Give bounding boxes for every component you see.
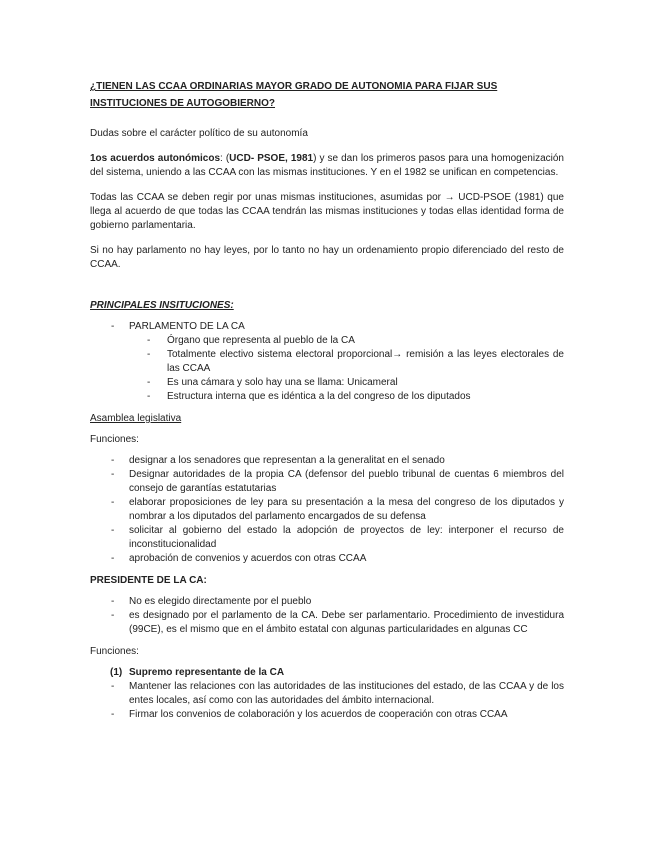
paragraph-acuerdos (90, 152, 564, 180)
list-item (90, 320, 564, 404)
list-item: - elaborar proposiciones de ley para su presentación a la mesa del congreso de los diputados y nombrar a los diputados del parlamento encargados de su defensa (90, 496, 564, 524)
asamblea-heading: Asamblea legislativa (90, 413, 182, 424)
list-item: - Estructura interna que es idéntica a la del congreso de los diputados (90, 390, 564, 404)
numbered-label: Supremo representante de la CA (129, 667, 285, 678)
section-title: PRINCIPALES INSITUCIONES: (90, 300, 234, 311)
parlamento-label: PARLAMENTO DE LA CA (129, 321, 245, 332)
paragraph-parlamento: Si no hay parlamento no hay leyes, por lo tanto no hay un ordenamiento propio diferenciado del resto de CCAA. (90, 245, 564, 270)
list-item: - Es una cámara y solo hay una se llama: Unicameral (90, 376, 564, 390)
acuerdos-bold-lead: 1os acuerdos autonómicos (90, 153, 221, 164)
list-item: - Firmar los convenios de colaboración y los acuerdos de cooperación con otras CCAA (90, 708, 564, 722)
list-item: - Designar autoridades de la propia CA (defensor del pueblo tribunal de cuentas 6 miembros del consejo de garantías estatutarias (90, 468, 564, 496)
asamblea-funciones-label: Funciones: (90, 434, 139, 445)
parlamento-list (90, 320, 564, 404)
document-page (90, 78, 564, 722)
document-title: ¿TIENEN LAS CCAA ORDINARIAS MAYOR GRADO DE AUTONOMIA PARA FIJAR SUS INSTITUCIONES DE AUTOGOBIERNO? (90, 81, 498, 109)
list-item: - es designado por el parlamento de la CA. Debe ser parlamentario. Procedimiento de investidura (99CE), es el mismo que en el ámbito estatal con algunas particularidades en algunas CC (90, 609, 564, 637)
numbered-heading (90, 666, 564, 680)
list-item: - designar a los senadores que representan a la generalitat en el senado (90, 454, 564, 468)
numbered-index: (1) (110, 667, 123, 678)
acuerdos-sep: : ( (220, 153, 230, 164)
presidente-funciones-label: Funciones: (90, 646, 139, 657)
presidente-heading: PRESIDENTE DE LA CA: (90, 575, 207, 586)
list-item: - solicitar al gobierno del estado la adopción de proyectos de ley: interponer el recurso de inconstitucionalidad (90, 524, 564, 552)
intro-text: Dudas sobre el carácter político de su autonomía (90, 128, 308, 139)
acuerdos-bold-ref: UCD- PSOE, 1981 (229, 153, 314, 164)
list-item: - aprobación de convenios y acuerdos con otras CCAA (90, 552, 564, 566)
paragraph-instituciones: Todas las CCAA se deben regir por unas mismas instituciones, asumidas por → UCD-PSOE (1981) que llega al acuerdo de que todas las CCAA tendrán las mismas instituciones y todas ellas identidad forma de gobierno parlamentaria. (90, 192, 564, 231)
acuerdos-rest: ) y se dan los primeros pasos para una homogenización del sistema, uniendo a las CCAA con las mismas instituciones. Y en el 1982 se unifican en competencias. (90, 153, 564, 178)
list-item: - Órgano que representa al pueblo de la CA (90, 334, 564, 348)
list-item: - Totalmente electivo sistema electoral proporcional→ remisión a las leyes electorales de las CCAA (90, 348, 564, 376)
presidente-sublist (90, 680, 564, 722)
asamblea-list (90, 454, 564, 566)
list-item: - Mantener las relaciones con las autoridades de las instituciones del estado, de las CCAA y de los entes locales, así como con las autoridades del ámbito internacional. (90, 680, 564, 708)
list-item: - No es elegido directamente por el pueblo (90, 595, 564, 609)
parlamento-sublist (129, 334, 564, 404)
presidente-list (90, 595, 564, 637)
